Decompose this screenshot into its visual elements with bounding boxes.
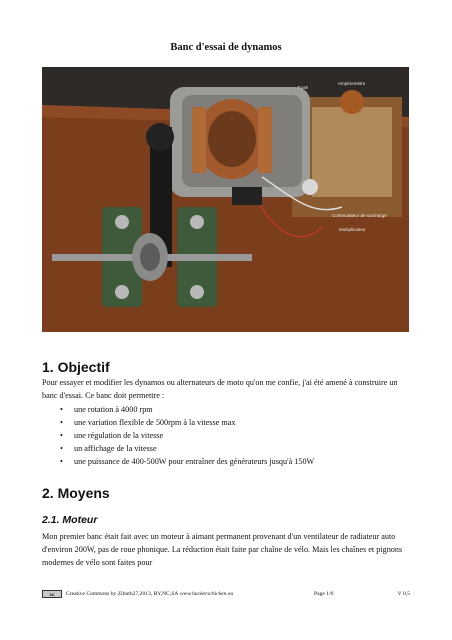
footer-page-number: Page 1/6 bbox=[314, 591, 334, 597]
photo-label-multiplier: Multiplicateur bbox=[339, 227, 366, 232]
list-item: • une puissance de 400-500W pour entraîner des générateurs jusqu'à 150W bbox=[60, 455, 410, 468]
list-item: • une variation flexible de 500rpm à la vitesse max bbox=[60, 416, 410, 429]
page-footer bbox=[42, 588, 410, 600]
photo-label-overload-switch: Commutateur de surcharge bbox=[332, 213, 387, 218]
section-heading-objectif: 1. Objectif bbox=[42, 359, 110, 375]
footer-version: V 0,5 bbox=[397, 591, 410, 597]
list-item: • un affichage de la vitesse bbox=[60, 442, 410, 455]
test-bench-illustration bbox=[42, 67, 409, 332]
section-heading-moyens: 2. Moyens bbox=[42, 485, 110, 501]
list-item: • une régulation de la vitesse bbox=[60, 429, 410, 442]
subsection-heading-moteur: 2.1. Moteur bbox=[42, 514, 98, 526]
photo-label-ammeter: Ampèremètre bbox=[338, 81, 366, 86]
document-title: Banc d'essai de dynamos bbox=[170, 42, 282, 53]
objectif-requirements-list bbox=[60, 403, 410, 468]
footer-license: Creative Commons by Zibuth27,2013, BY,NC,SA bbox=[66, 591, 179, 597]
test-bench-photo bbox=[42, 67, 409, 332]
list-item: • une rotation à 4000 rpm bbox=[60, 403, 410, 416]
objectif-intro-paragraph: Pour essayer et modifier les dynamos ou alternateurs de moto qu'on me confie, j'ai été amené à construire un banc d'essai. Ce banc doit permettre : bbox=[42, 378, 398, 401]
footer-site-link[interactable]: www.hackerschicken.eu bbox=[179, 591, 234, 597]
photo-label-fuse: Fusé bbox=[298, 85, 309, 90]
moteur-paragraph: Mon premier banc était fait avec un moteur à aimant permanent provenant d'un ventilateur de radiateur auto d'environ 200W, pas de roue phonique. La réduction était faite par chaîne de vélo. Mais les chaînes et pignons modernes de vélo sont faites pour bbox=[42, 532, 403, 568]
creative-commons-badge-icon: cc bbox=[42, 590, 62, 598]
